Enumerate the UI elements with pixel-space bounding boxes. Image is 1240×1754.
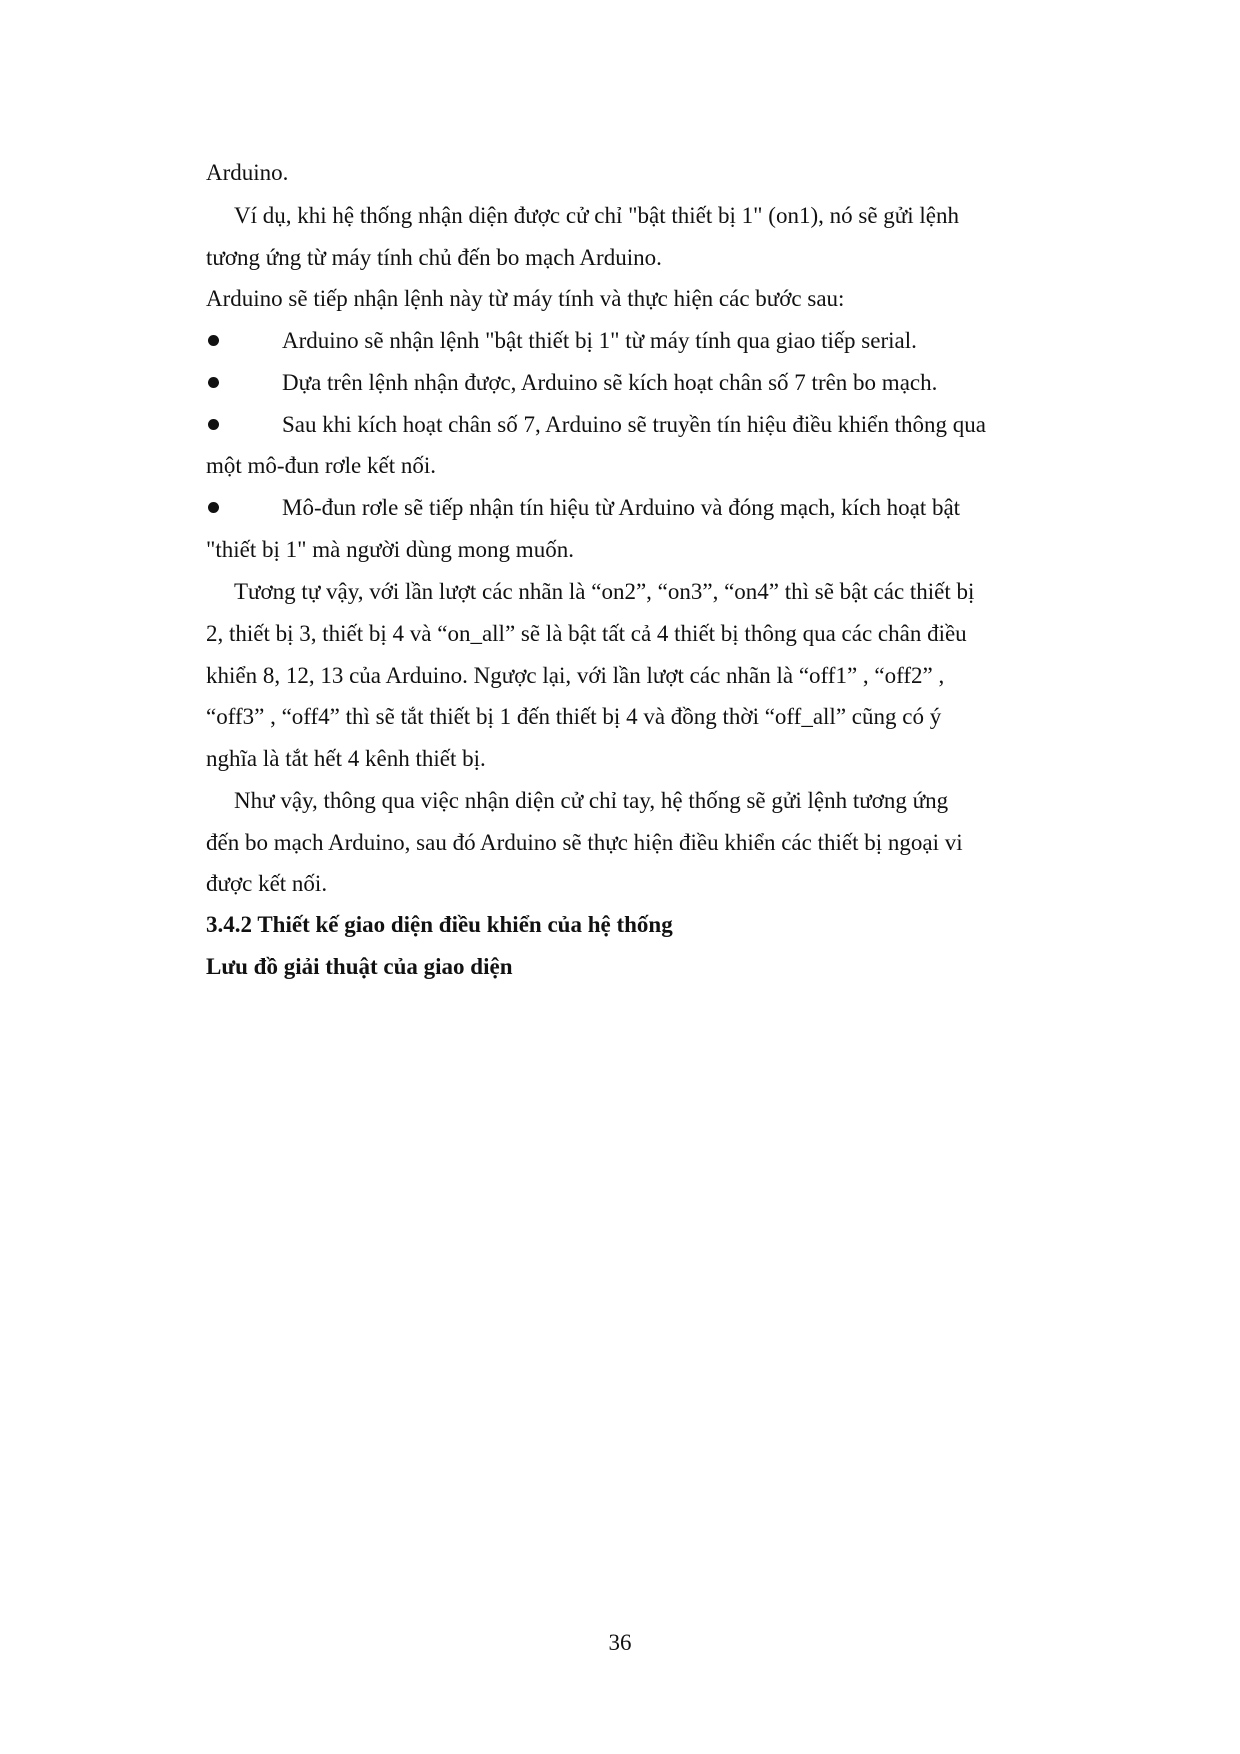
bullet-item-3-continuation: một mô-đun rơle kết nối. — [206, 453, 436, 478]
text-line-arduino: Arduino. — [206, 160, 289, 185]
paragraph-similar-line-1: Tương tự vậy, với lần lượt các nhãn là “on2”, “on3”, “on4” thì sẽ bật các thiết bị — [234, 579, 975, 604]
bullet-item-2: Dựa trên lệnh nhận được, Arduino sẽ kích hoạt chân số 7 trên bo mạch. — [282, 370, 938, 395]
paragraph-summary-line-3: được kết nối. — [206, 871, 328, 896]
bullet-item-4-continuation: "thiết bị 1" mà người dùng mong muốn. — [206, 537, 574, 562]
bullet-item-1: Arduino sẽ nhận lệnh "bật thiết bị 1" từ máy tính qua giao tiếp serial. — [282, 328, 917, 353]
bullet-icon — [208, 377, 219, 388]
bullet-item-4: Mô-đun rơle sẽ tiếp nhận tín hiệu từ Arduino và đóng mạch, kích hoạt bật — [282, 495, 961, 520]
subheading: Lưu đồ giải thuật của giao diện — [206, 954, 513, 979]
bullet-icon — [208, 335, 219, 346]
paragraph-summary-line-1: Như vậy, thông qua việc nhận diện cử chỉ tay, hệ thống sẽ gửi lệnh tương ứng — [234, 788, 949, 813]
paragraph-similar-line-2: 2, thiết bị 3, thiết bị 4 và “on_all” sẽ là bật tất cả 4 thiết bị thông qua các chân điều — [206, 621, 967, 646]
paragraph-similar-line-3: khiển 8, 12, 13 của Arduino. Ngược lại, với lần lượt các nhãn là “off1” , “off2” , — [206, 663, 945, 688]
bullet-icon — [208, 502, 219, 513]
bullet-item-3: Sau khi kích hoạt chân số 7, Arduino sẽ truyền tín hiệu điều khiển thông qua — [282, 412, 986, 437]
paragraph-similar-line-5: nghĩa là tắt hết 4 kênh thiết bị. — [206, 746, 486, 771]
page-number: 36 — [608, 1630, 632, 1655]
section-heading: 3.4.2 Thiết kế giao diện điều khiển của hệ thống — [206, 912, 673, 937]
paragraph-steps-intro: Arduino sẽ tiếp nhận lệnh này từ máy tính và thực hiện các bước sau: — [206, 286, 845, 311]
bullet-icon — [208, 419, 219, 430]
paragraph-example-line-2: tương ứng từ máy tính chủ đến bo mạch Arduino. — [206, 245, 662, 270]
paragraph-similar-line-4: “off3” , “off4” thì sẽ tắt thiết bị 1 đến thiết bị 4 và đồng thời “off_all” cũng có ý — [206, 704, 942, 729]
paragraph-example-line-1: Ví dụ, khi hệ thống nhận diện được cử chỉ "bật thiết bị 1" (on1), nó sẽ gửi lệnh — [234, 203, 959, 228]
paragraph-summary-line-2: đến bo mạch Arduino, sau đó Arduino sẽ thực hiện điều khiển các thiết bị ngoại vi — [206, 830, 963, 855]
